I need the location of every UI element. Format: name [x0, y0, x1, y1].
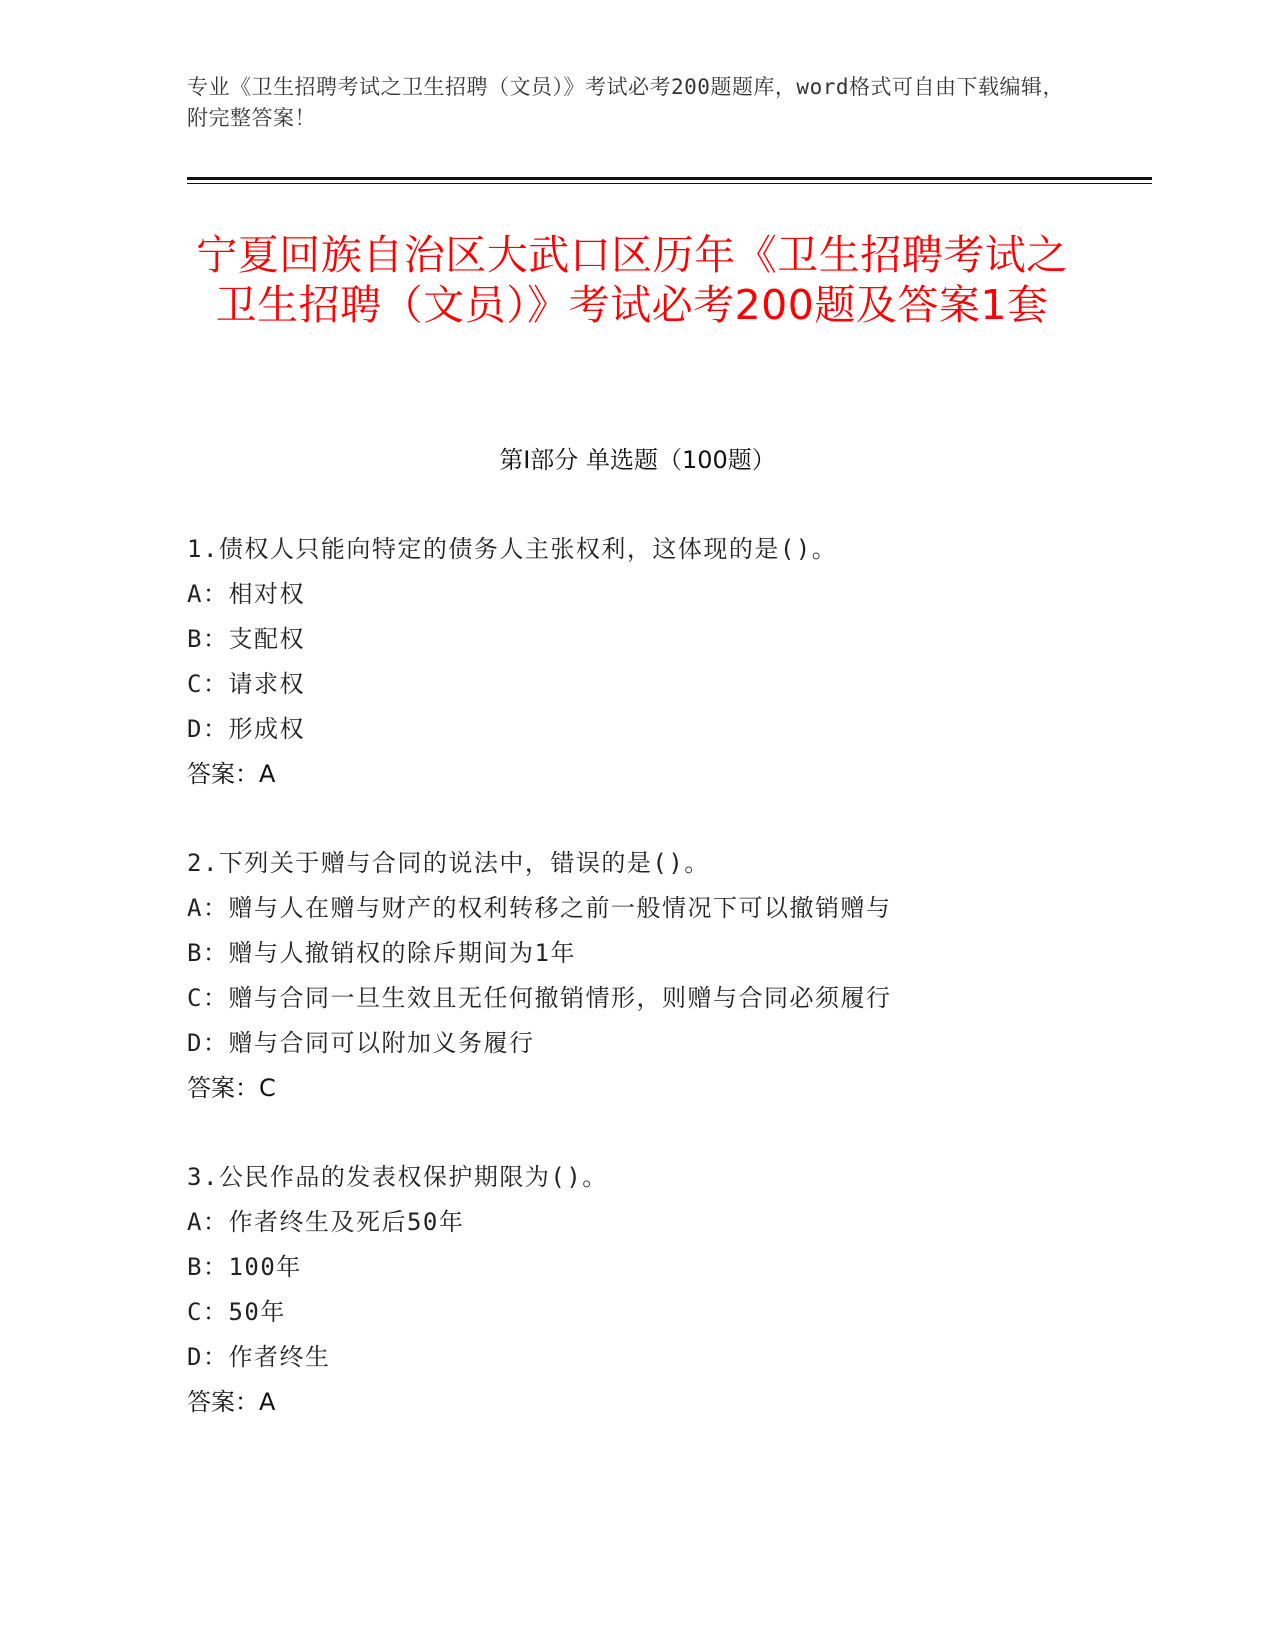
option-b: B：支配权 — [187, 625, 305, 653]
option-b: B：赠与人撤销权的除斥期间为1年 — [187, 939, 576, 967]
option-a: A：作者终生及死后50年 — [187, 1208, 465, 1236]
option-d: D：形成权 — [187, 715, 305, 743]
document-title: 宁夏回族自治区大武口区历年《卫生招聘考试之卫生招聘（文员）》考试必考200题及答案1套 — [196, 231, 1068, 329]
question-3 — [187, 1155, 1067, 1425]
question-list — [187, 527, 1067, 1469]
option-a: A：相对权 — [187, 580, 305, 608]
option-c: C：赠与合同一旦生效且无任何撤销情形，则赠与合同必须履行 — [187, 984, 892, 1012]
document-header: 专业《卫生招聘考试之卫生招聘（文员）》考试必考200题题库，word格式可自由下载编辑，附完整答案！ — [187, 75, 1064, 130]
option-c: C：50年 — [187, 1298, 286, 1326]
answer: 答案：C — [187, 1074, 276, 1102]
option-b: B：100年 — [187, 1253, 302, 1281]
answer: 答案：A — [187, 1388, 276, 1416]
question-stem: 1.债权人只能向特定的债务人主张权利，这体现的是()。 — [187, 535, 838, 563]
header-divider-thick — [187, 177, 1152, 180]
question-1 — [187, 527, 1067, 797]
question-2 — [187, 841, 1067, 1111]
question-stem: 3.公民作品的发表权保护期限为()。 — [187, 1163, 608, 1191]
option-c: C：请求权 — [187, 670, 305, 698]
header-divider-thin — [187, 183, 1152, 184]
option-a: A：赠与人在赠与财产的权利转移之前一般情况下可以撤销赠与 — [187, 894, 892, 922]
question-stem: 2.下列关于赠与合同的说法中，错误的是()。 — [187, 849, 710, 877]
section-title: 第I部分 单选题（100题） — [499, 446, 776, 474]
answer: 答案：A — [187, 760, 276, 788]
option-d: D：作者终生 — [187, 1343, 331, 1371]
option-d: D：赠与合同可以附加义务履行 — [187, 1029, 535, 1057]
